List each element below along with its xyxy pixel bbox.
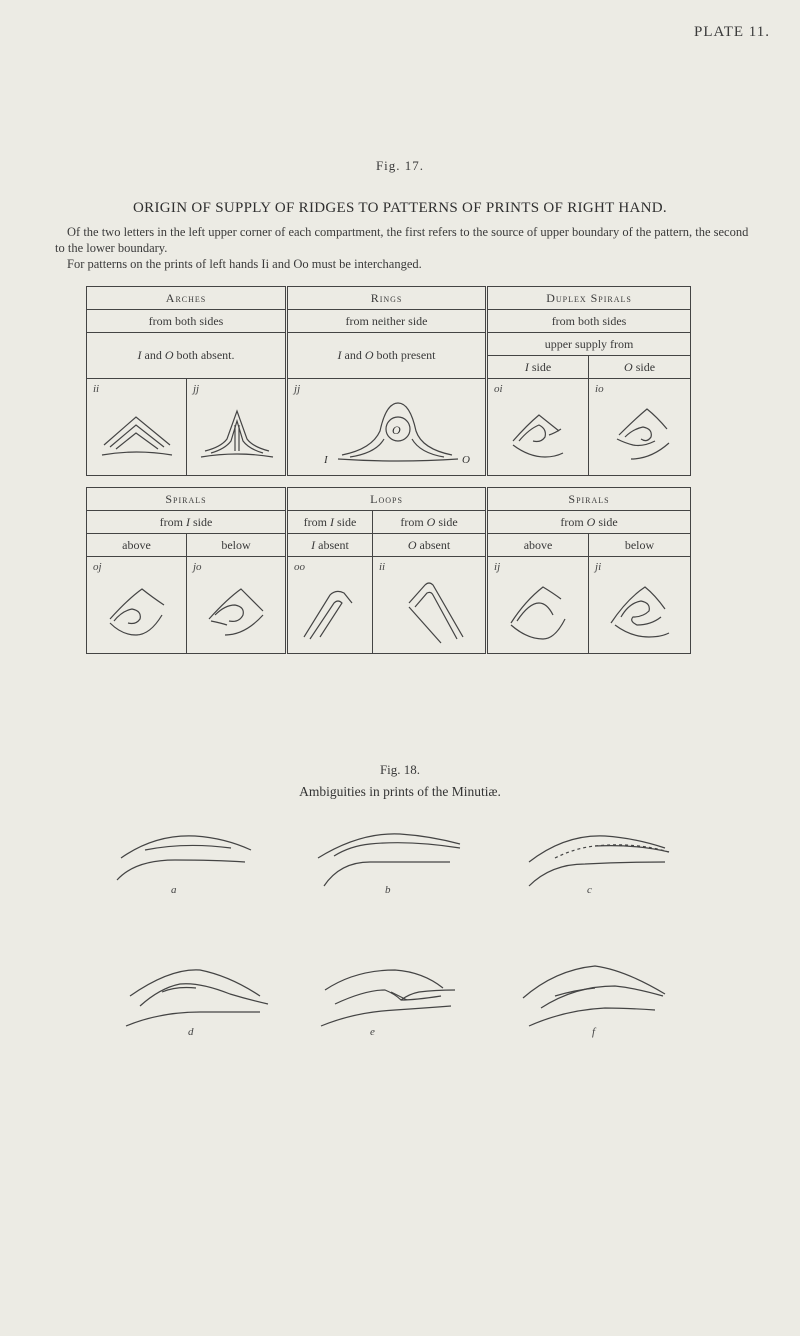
minutia-letter-e: e xyxy=(370,1026,375,1038)
duplex-oi-drawing xyxy=(493,385,583,471)
loops-from-i: from I side xyxy=(287,511,373,534)
loop-pattern-oo xyxy=(287,557,373,654)
minutia-a-drawing xyxy=(115,828,265,886)
ridge-origin-table-bottom xyxy=(86,487,691,654)
minutia-letter-b: b xyxy=(385,884,391,896)
rings-source: from neither side xyxy=(287,310,487,333)
spiral-pattern-ji xyxy=(589,557,691,654)
loops-from-o: from O side xyxy=(373,511,487,534)
spiral-pattern-ij xyxy=(487,557,589,654)
spiral-below-left: below xyxy=(187,534,287,557)
pattern-code: jo xyxy=(193,561,202,573)
arch-pattern-jj xyxy=(187,379,287,476)
pattern-code: ji xyxy=(595,561,602,573)
ring-right-letter: O xyxy=(461,454,470,466)
arch-pattern-ii xyxy=(87,379,187,476)
rings-condition: I and O both present xyxy=(287,333,487,379)
spiral-above-right: above xyxy=(487,534,589,557)
header-duplex-spirals: Duplex Spirals xyxy=(487,287,691,310)
figure-18-label: Fig. 18. xyxy=(379,762,421,777)
header-loops: Loops xyxy=(287,488,487,511)
header-rings: Rings xyxy=(287,287,487,310)
minutia-letter-f: f xyxy=(592,1026,596,1038)
loop-i-absent: I absent xyxy=(287,534,373,557)
arch-jj-drawing xyxy=(191,385,281,471)
explanatory-note: Of the two letters in the left upper corner of each compartment, the first refers to the source of upper boundary of the pattern, the second to the lower boundary. xyxy=(55,225,749,255)
ring-center-letter: O xyxy=(391,423,401,437)
minutia-letter-c: c xyxy=(587,884,592,896)
header-spirals-left: Spirals xyxy=(87,488,287,511)
spiral-ij-drawing xyxy=(493,563,583,649)
pattern-code: oo xyxy=(294,561,305,573)
spiral-below-right: below xyxy=(589,534,691,557)
upper-supply-label: upper supply from xyxy=(487,333,691,356)
figure-17-title: ORIGIN OF SUPPLY OF RIDGES TO PATTERNS OF PRINTS OF RIGHT HAND. xyxy=(133,200,667,216)
loop-oo-drawing xyxy=(290,563,370,649)
minutia-letter-d: d xyxy=(188,1026,194,1038)
left-hand-note: For patterns on the prints of left hands Ii and Oo must be interchanged. xyxy=(67,257,422,271)
figure-18-subtitle: Ambiguities in prints of the Minutiæ. xyxy=(299,784,501,799)
pattern-code: ii xyxy=(93,383,100,395)
loop-ii-drawing xyxy=(379,563,479,649)
pattern-code: jj xyxy=(294,383,301,395)
duplex-pattern-oi xyxy=(487,379,589,476)
spiral-above-left: above xyxy=(87,534,187,557)
spiral-oj-drawing xyxy=(92,563,182,649)
spiral-ji-drawing xyxy=(595,563,685,649)
loop-o-absent: O absent xyxy=(373,534,487,557)
minutia-b-drawing xyxy=(310,828,470,892)
spiral-jo-drawing xyxy=(191,563,281,649)
supply-i-side: I side xyxy=(487,356,589,379)
pattern-code: oi xyxy=(494,383,503,395)
header-spirals-right: Spirals xyxy=(487,488,691,511)
ridge-origin-table-top xyxy=(86,286,691,476)
pattern-code: ii xyxy=(379,561,386,573)
minutia-c-drawing xyxy=(515,828,675,892)
duplex-pattern-io xyxy=(589,379,691,476)
minutia-d-drawing xyxy=(120,960,270,1030)
pattern-code: io xyxy=(595,383,604,395)
arches-condition: I and O both absent. xyxy=(87,333,287,379)
supply-o-side: O side xyxy=(589,356,691,379)
spiral-pattern-oj xyxy=(87,557,187,654)
pattern-code: oj xyxy=(93,561,102,573)
ring-left-letter: I xyxy=(323,454,328,466)
minutia-letter-a: a xyxy=(171,884,177,896)
ring-pattern xyxy=(287,379,487,476)
duplex-source: from both sides xyxy=(487,310,691,333)
arches-source: from both sides xyxy=(87,310,287,333)
duplex-io-drawing xyxy=(595,385,685,471)
minutia-e-drawing xyxy=(315,960,465,1030)
loop-pattern-ii xyxy=(373,557,487,654)
ring-drawing xyxy=(292,385,482,471)
spiral-pattern-jo xyxy=(187,557,287,654)
pattern-code: ij xyxy=(494,561,501,573)
spirals-from-o: from O side xyxy=(487,511,691,534)
plate-number: PLATE 11. xyxy=(694,24,770,40)
pattern-code: jj xyxy=(193,383,200,395)
header-arches: Arches xyxy=(87,287,287,310)
figure-17-label: Fig. 17. xyxy=(375,158,425,173)
spirals-from-i: from I side xyxy=(87,511,287,534)
minutia-f-drawing xyxy=(515,960,675,1030)
arch-ii-drawing xyxy=(92,385,182,471)
